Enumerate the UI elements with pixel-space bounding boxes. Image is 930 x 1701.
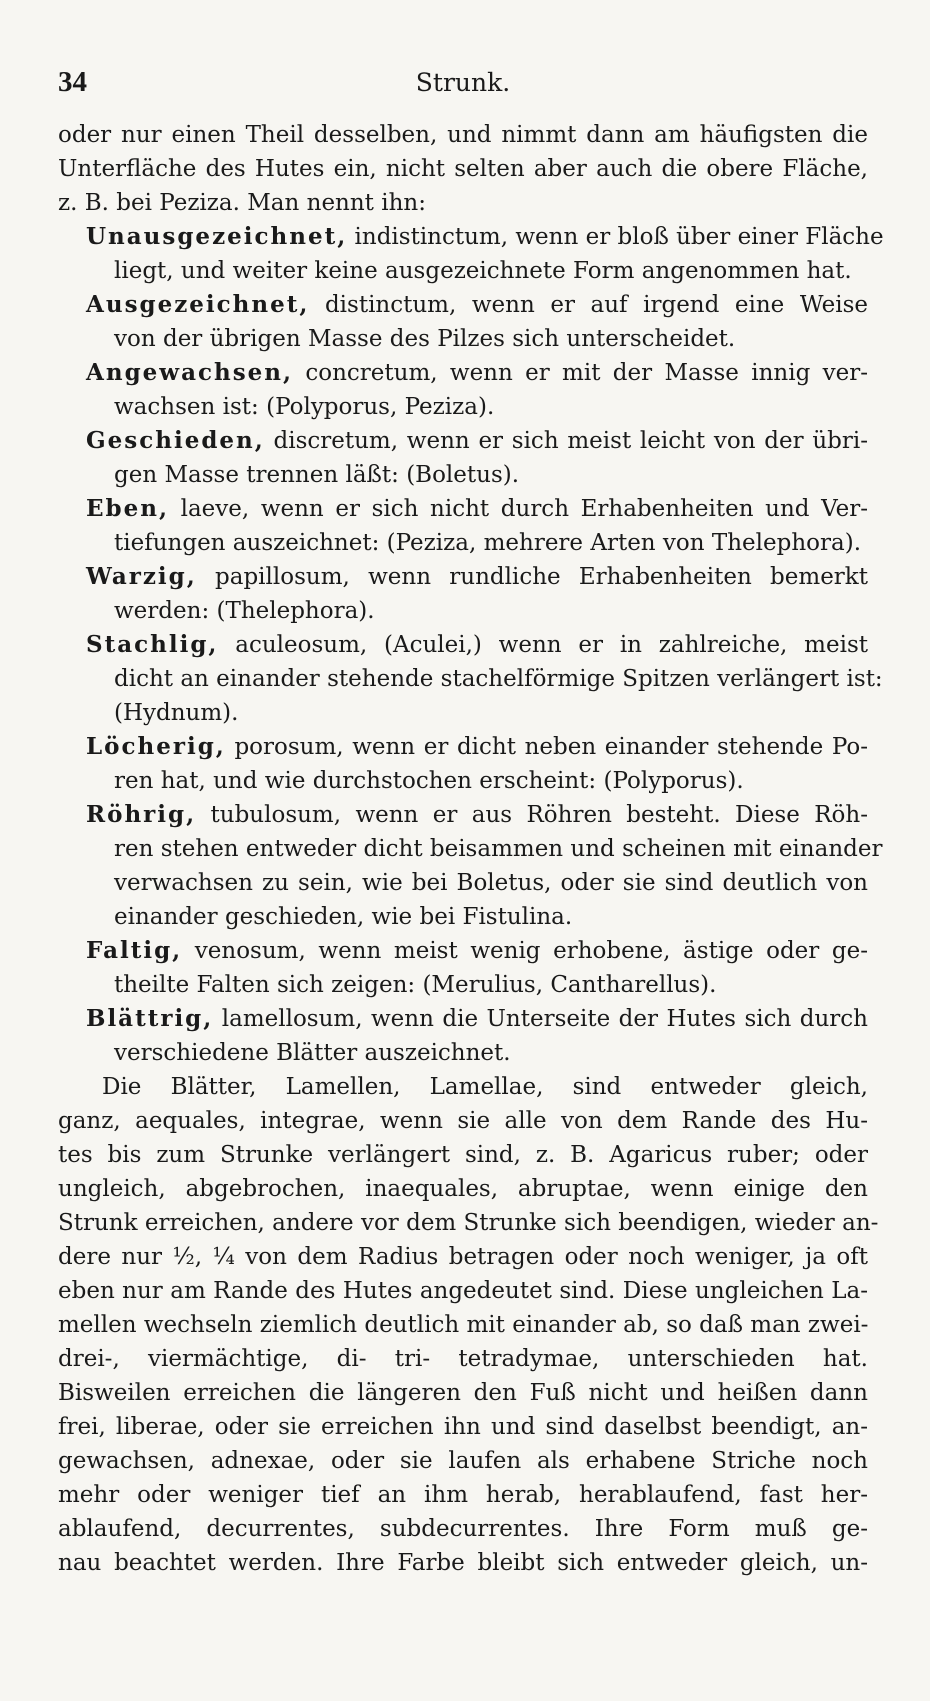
text-line [58, 526, 868, 560]
definition-text: verwachsen zu sein, wie bei Boletus, oder sie sind deutlich von [114, 870, 868, 896]
page-header [58, 66, 868, 106]
definition-entry [58, 628, 883, 730]
text-line: Unterfläche des Hutes ein, nicht selten aber auch die obere Fläche, [58, 156, 868, 182]
text-line: z. B. bei Peziza. Man nennt ihn: [58, 190, 426, 216]
definition-list [58, 220, 884, 1070]
text-line [58, 696, 868, 730]
definition-text: indistinctum, wenn er bloß über einer Fläche [347, 224, 884, 250]
definition-text: venosum, wenn meist wenig erhobene, ästige oder ge- [182, 938, 868, 964]
definition-entry [58, 730, 868, 798]
text-line [58, 1002, 868, 1036]
text-line: mellen wechseln ziemlich deutlich mit einander ab, so daß man zwei- [58, 1312, 869, 1338]
definition-text: gen Masse trennen läßt: (Boletus). [114, 462, 520, 488]
definition-text: papillosum, wenn rundliche Erhabenheiten bemerkt [196, 564, 868, 590]
definition-text: dicht an einander stehende stachelförmige Spitzen verlängert ist: [114, 666, 883, 692]
text-line [58, 288, 868, 322]
definition-entry [58, 356, 868, 424]
definition-text: distinctum, wenn er auf irgend eine Weise [309, 292, 868, 318]
definition-term: Unausgezeichnet, [86, 223, 348, 250]
text-line [58, 968, 868, 1002]
definition-text: tubulosum, wenn er aus Röhren besteht. Diese Röh- [196, 802, 868, 828]
text-line [58, 424, 868, 458]
definition-entry [58, 560, 868, 628]
definition-text: ren hat, und wie durchstochen erscheint: (Polyporus). [114, 768, 744, 794]
text-line [58, 322, 868, 356]
text-line: ganz, aequales, integrae, wenn sie alle von dem Rande des Hu- [58, 1108, 868, 1134]
text-line: Strunk erreichen, andere vor dem Strunke sich beendigen, wieder an- [58, 1210, 879, 1236]
text-line [58, 628, 868, 662]
definition-text: discretum, wenn er sich meist leicht von der übri- [264, 428, 868, 454]
definition-term: Angewachsen, [86, 359, 294, 386]
definition-text: tiefungen auszeichnet: (Peziza, mehrere Arten von Thelephora). [114, 530, 862, 556]
text-line: ablaufend, decurrentes, subdecurrentes. Ihre Form muß ge- [58, 1516, 868, 1542]
definition-entry [58, 798, 883, 934]
lamellae-paragraph [58, 1070, 879, 1580]
definition-text: verschiedene Blätter auszeichnet. [114, 1040, 511, 1066]
definition-text: (Hydnum). [114, 700, 239, 726]
definition-entry [58, 492, 868, 560]
definition-term: Stachlig, [86, 631, 219, 658]
text-line [58, 356, 868, 390]
text-line: mehr oder weniger tief an ihm herab, herablaufend, fast her- [58, 1482, 868, 1508]
definition-text: werden: (Thelephora). [114, 598, 375, 624]
definition-text: theilte Falten sich zeigen: (Merulius, Cantharellus). [114, 972, 717, 998]
page-body [58, 118, 884, 1580]
definition-term: Faltig, [86, 937, 183, 964]
definition-text: von der übrigen Masse des Pilzes sich unterscheidet. [114, 326, 736, 352]
text-line: drei-, viermächtige, di- tri- tetradymae, unterschieden hat. [58, 1346, 868, 1372]
definition-entry [58, 934, 868, 1002]
definition-text: ren stehen entweder dicht beisammen und scheinen mit einander [114, 836, 883, 862]
text-line [58, 798, 868, 832]
text-line: oder nur einen Theil desselben, und nimmt dann am häufigsten die [58, 122, 868, 148]
definition-term: Blättrig, [86, 1005, 214, 1032]
text-line: gewachsen, adnexae, oder sie laufen als erhabene Striche noch [58, 1448, 868, 1474]
text-line: frei, liberae, oder sie erreichen ihn und sind daselbst beendigt, an- [58, 1414, 868, 1440]
definition-term: Röhrig, [86, 801, 197, 828]
definition-text: wachsen ist: (Polyporus, Peziza). [114, 394, 495, 420]
text-line [58, 730, 868, 764]
definition-term: Löcherig, [86, 733, 226, 760]
text-line [58, 560, 868, 594]
text-line: ungleich, abgebrochen, inaequales, abruptae, wenn einige den [58, 1176, 868, 1202]
definition-entry [58, 1002, 868, 1070]
definition-text: porosum, wenn er dicht neben einander stehende Po- [225, 734, 868, 760]
text-line [58, 458, 868, 492]
definition-term: Ausgezeichnet, [86, 291, 310, 318]
running-head: Strunk. [415, 68, 511, 97]
definition-term: Warzig, [86, 563, 197, 590]
text-line: eben nur am Rande des Hutes angedeutet sind. Diese ungleichen La- [58, 1278, 868, 1304]
text-line [58, 764, 868, 798]
definition-entry [58, 424, 868, 492]
text-line: Die Blätter, Lamellen, Lamellae, sind entweder gleich, [102, 1074, 868, 1100]
text-line [58, 866, 868, 900]
definition-text: laeve, wenn er sich nicht durch Erhabenheiten und Ver- [168, 496, 868, 522]
text-line [58, 832, 883, 866]
text-line: nau beachtet werden. Ihre Farbe bleibt sich entweder gleich, un- [58, 1550, 868, 1576]
text-line [58, 1036, 868, 1070]
definition-text: aculeosum, (Aculei,) wenn er in zahlreiche, meist [218, 632, 868, 658]
definition-text: einander geschieden, wie bei Fistulina. [114, 904, 573, 930]
text-line: dere nur ½, ¼ von dem Radius betragen oder noch weniger, ja oft [58, 1244, 868, 1270]
text-line [58, 254, 868, 288]
text-line: tes bis zum Strunke verlängert sind, z. B. Agaricus ruber; oder [58, 1142, 868, 1168]
definition-entry [58, 288, 868, 356]
text-line [58, 900, 868, 934]
text-line [58, 594, 868, 628]
definition-text: lamellosum, wenn die Unterseite der Hutes sich durch [213, 1006, 868, 1032]
text-line [58, 220, 884, 254]
text-line [58, 390, 868, 424]
definition-term: Eben, [86, 495, 169, 522]
definition-term: Geschieden, [86, 427, 265, 454]
text-line [58, 934, 868, 968]
definition-text: liegt, und weiter keine ausgezeichnete Form angenommen hat. [114, 258, 852, 284]
definition-entry [58, 220, 884, 288]
text-line [58, 492, 868, 526]
page-number: 34 [58, 66, 87, 98]
text-line: Bisweilen erreichen die längeren den Fuß nicht und heißen dann [58, 1380, 868, 1406]
intro-paragraph [58, 118, 868, 220]
definition-text: concretum, wenn er mit der Masse innig ver- [293, 360, 868, 386]
text-line [58, 662, 883, 696]
